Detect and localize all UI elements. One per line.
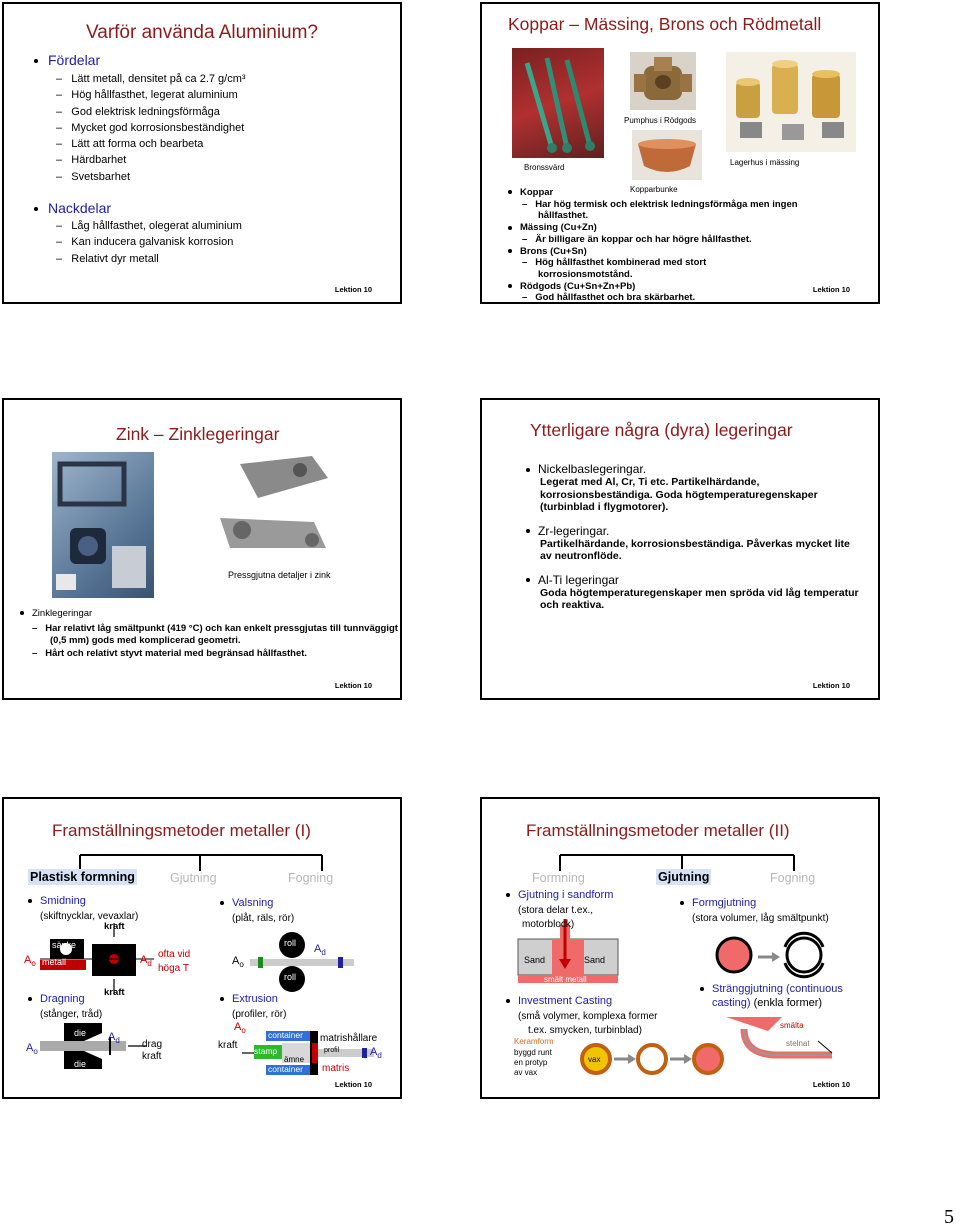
ad-label: $A_d$: [370, 1046, 382, 1061]
caption-pump: Pumphus i Rödgods: [624, 116, 697, 125]
keramform-label: Keramform: [514, 1037, 554, 1046]
list-item: – Kan inducera galvanisk korrosion: [56, 236, 234, 249]
matrishallare-label: matrishållare: [320, 1033, 378, 1044]
slide-footer: Lektion 10: [334, 1080, 372, 1089]
continuous-casting-label: Stränggjutning (continuous: [700, 983, 843, 995]
die-label: die: [74, 1028, 87, 1038]
ao-label: $A_o$: [232, 955, 244, 970]
sword-icon: [512, 48, 604, 158]
slide-framstallning-1: [2, 797, 402, 1099]
extrusion-label: Extrusion: [220, 993, 278, 1005]
ad-label: $A_d$: [140, 954, 152, 969]
list-item: – Hög hållfasthet kombinerad med stort korrosionsmotstånd.: [522, 257, 707, 280]
list-item: – Hårt och relativt styvt material med begränsad hållfasthet.: [32, 647, 308, 659]
byggd-label: byggd runt en protyp av vax: [514, 1048, 552, 1077]
cons-heading: Nackdelar: [34, 200, 111, 216]
molten-metal-label: smält metall: [544, 975, 587, 984]
list-item: – Svetsbarhet: [56, 170, 130, 183]
list-item: Al-Ti legeringar: [540, 573, 860, 587]
sand-casting-label: Gjutning i sandform: [506, 889, 613, 901]
pot-icon: [632, 130, 702, 180]
slide-footer: Lektion 10: [334, 285, 372, 294]
valsning-sub: (plåt, räls, rör): [232, 913, 295, 924]
dragning-sub: (stånger, tråd): [40, 1009, 103, 1020]
slide-title: Ytterligare några (dyra) legeringar: [530, 420, 793, 440]
extrusion-sub: (profiler, rör): [232, 1009, 287, 1020]
slide-title: Framställningsmetoder metaller (II): [526, 821, 790, 840]
slide-koppar: [480, 2, 880, 304]
bearing-icon: [726, 52, 856, 152]
tab-formning[interactable]: Formning: [532, 871, 585, 885]
ad-label: $A_d$: [314, 943, 326, 958]
dragning-label: Dragning: [28, 993, 85, 1005]
list-item: – Låg hållfasthet, olegerat aluminium: [56, 220, 242, 232]
kraft-label: kraft: [142, 1051, 162, 1062]
slide-zink: [2, 398, 402, 700]
pump-housing-icon: [630, 52, 696, 110]
caption-sword: Bronssvärd: [524, 163, 565, 172]
investment-sub: t.ex. smycken, turbinblad): [528, 1025, 642, 1036]
list-item: Koppar: [522, 187, 808, 199]
bronze-sword-photo: [512, 48, 604, 158]
kraft-label: kraft: [104, 987, 125, 998]
sanke-label: sänke: [52, 940, 77, 950]
sand-casting-sub: (stora delar t.ex.,: [518, 905, 594, 916]
list-item-body: Legerat med Al, Cr, Ti etc. Partikelhärdande, korrosionsbeständiga. Goda högtemperaturegenskaper (turbinblad i flygmotorer).: [540, 476, 818, 513]
list-item: – Lätt metall, densitet på ca 2.7 g/cm³: [56, 73, 246, 85]
caption-bearing: Lagerhus i mässing: [730, 158, 800, 167]
copper-list: [522, 187, 808, 304]
list-item: Nickelbaslegeringar.: [540, 462, 860, 476]
list-item: – Har hög termisk och elektrisk ledningsförmåga men ingen hållfasthet.: [522, 198, 798, 222]
diecast-parts-photo: [216, 452, 340, 560]
hoga-label: höga T: [158, 963, 189, 974]
caption-pot: Kopparbunke: [630, 185, 678, 194]
drag-label: drag: [142, 1039, 163, 1050]
slide-title: Koppar – Mässing, Brons och Rödmetall: [508, 14, 822, 34]
pros-heading: Fördelar: [34, 52, 100, 68]
ofta-label: ofta vid: [158, 949, 191, 960]
brass-bearing-photo: [726, 52, 856, 152]
amne-label: ämne: [284, 1055, 305, 1064]
list-item: – Härdbarhet: [56, 154, 127, 167]
zinc-list: [32, 608, 400, 660]
list-item: – God elektrisk ledningsförmåga: [56, 105, 220, 118]
slide-footer: Lektion 10: [812, 1080, 850, 1089]
slide-title: Zink – Zinklegeringar: [116, 424, 280, 444]
page-number: 5: [944, 1206, 954, 1228]
smalta-label: smälta: [780, 1021, 804, 1030]
list-item: Rödgods (Cu+Sn+Zn+Pb): [522, 281, 808, 293]
list-item: – Lätt att forma och bearbeta: [56, 138, 204, 151]
tab-gjutning[interactable]: Gjutning: [658, 870, 710, 884]
list-item: Zinklegeringar: [32, 608, 400, 621]
diecast-icon: [216, 452, 340, 560]
ad-label: $A_d$: [108, 1031, 120, 1046]
list-item: – God hållfasthet och bra skärbarhet.: [522, 292, 696, 304]
continuous-casting-sub: casting) (enkla former): [712, 997, 823, 1009]
copper-pot-photo: [632, 130, 702, 180]
sand-casting-sub: motorblock): [522, 919, 575, 930]
list-item: – Har relativt låg smältpunkt (419 °C) och kan enkelt pressgjutas till tunnväggigt (0,5 mm) gods med komplicerad geometri.: [32, 622, 398, 646]
slide-framstallning-2: [480, 797, 880, 1099]
alloy-list: [540, 462, 860, 612]
stamp-label: stamp: [254, 1046, 278, 1056]
tab-gjutning[interactable]: Gjutning: [170, 871, 217, 885]
die-label: die: [74, 1059, 87, 1069]
list-item: – Relativt dyr metall: [56, 252, 159, 265]
list-item: – Är billigare än koppar och har högre hållfasthet.: [522, 233, 752, 245]
investment-sub: (små volymer, komplexa former: [518, 1011, 658, 1022]
tab-fogning[interactable]: Fogning: [770, 871, 816, 885]
valsning-label: Valsning: [220, 897, 273, 909]
slide-title: Framställningsmetoder metaller (I): [52, 821, 311, 840]
caption-diecast: Pressgjutna detaljer i zink: [228, 570, 331, 580]
profil-label: profil: [324, 1047, 340, 1054]
container-label: container: [268, 1030, 303, 1040]
vax-label: vax: [588, 1055, 601, 1064]
list-item: Zr-legeringar.: [540, 524, 860, 538]
list-item: – Mycket god korrosionsbeständighet: [56, 121, 245, 134]
cons-list: [56, 218, 242, 267]
list-item: Brons (Cu+Sn): [522, 246, 808, 258]
pros-list: [56, 71, 246, 185]
stelnat-label: stelnat: [786, 1039, 810, 1048]
kraft-label: kraft: [218, 1040, 238, 1051]
list-item: Mässing (Cu+Zn): [522, 222, 808, 234]
list-item-body: Partikelhärdande, korrosionsbeständiga. Påverkas mycket lite av neutronflöde.: [540, 537, 850, 562]
smidning-label: Smidning: [28, 895, 86, 907]
tab-fogning[interactable]: Fogning: [288, 871, 334, 885]
tab-plastisk-formning[interactable]: Plastisk formning: [30, 870, 135, 884]
roll-label: roll: [284, 938, 297, 948]
kraft-label: kraft: [104, 921, 125, 932]
pump-photo: [630, 52, 696, 110]
container-label: container: [268, 1064, 303, 1074]
slide-aluminium: [2, 2, 402, 304]
sand-label: Sand: [524, 955, 546, 965]
zinc-parts-icon: [52, 452, 154, 598]
metall-label: metall: [42, 957, 67, 967]
zinc-parts-photo: [52, 452, 154, 598]
list-item-body: Goda högtemperaturegenskaper men spröda vid låg temperatur och reaktiva.: [540, 586, 859, 611]
smidning-sub: (skiftnycklar, vevaxlar): [40, 911, 139, 922]
investment-casting-label: Investment Casting: [506, 995, 612, 1007]
ao-label: $A_o$: [26, 1042, 38, 1057]
matris-label: matris: [322, 1063, 350, 1074]
list-item: – Hög hållfasthet, legerat aluminium: [56, 89, 238, 102]
slide-title: Varför använda Aluminium?: [86, 22, 318, 43]
die-casting-label: Formgjutning: [680, 897, 756, 909]
slide-legeringar: [480, 398, 880, 700]
ao-label: $A_o$: [24, 954, 36, 969]
roll-label: roll: [284, 972, 297, 982]
sand-label: Sand: [584, 955, 606, 965]
ao-label: $A_o$: [234, 1021, 246, 1036]
slide-footer: Lektion 10: [334, 681, 372, 690]
die-casting-sub: (stora volumer, låg smältpunkt): [692, 913, 829, 924]
slide-footer: Lektion 10: [812, 681, 850, 690]
slide-footer: Lektion 10: [812, 285, 850, 294]
